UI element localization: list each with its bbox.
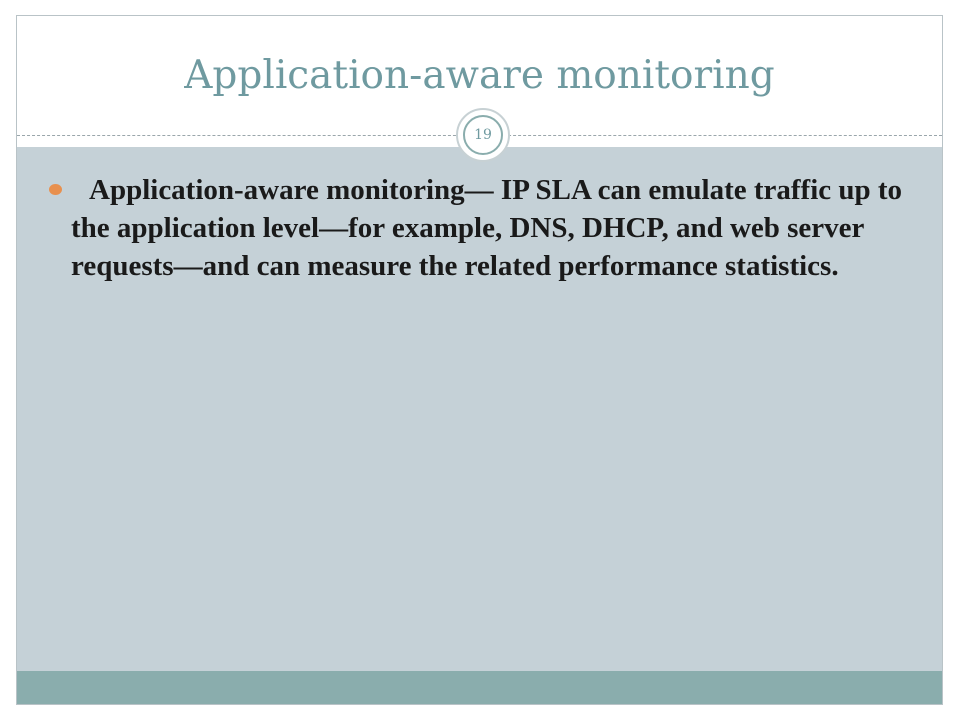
bullet-item (43, 171, 933, 285)
page-number-badge (456, 108, 510, 162)
bullet-list (43, 171, 933, 285)
bullet-marker-icon (49, 184, 62, 195)
slide (16, 15, 943, 705)
page-number: 19 (463, 115, 503, 155)
bullet-text: Application-aware monitoring— IP SLA can emulate traffic up to the application level—for example, DNS, DHCP, and web server requests—and can measure the related performance statistics. (71, 174, 903, 282)
footer-band (17, 671, 942, 705)
slide-title: Application-aware monitoring (184, 53, 775, 98)
